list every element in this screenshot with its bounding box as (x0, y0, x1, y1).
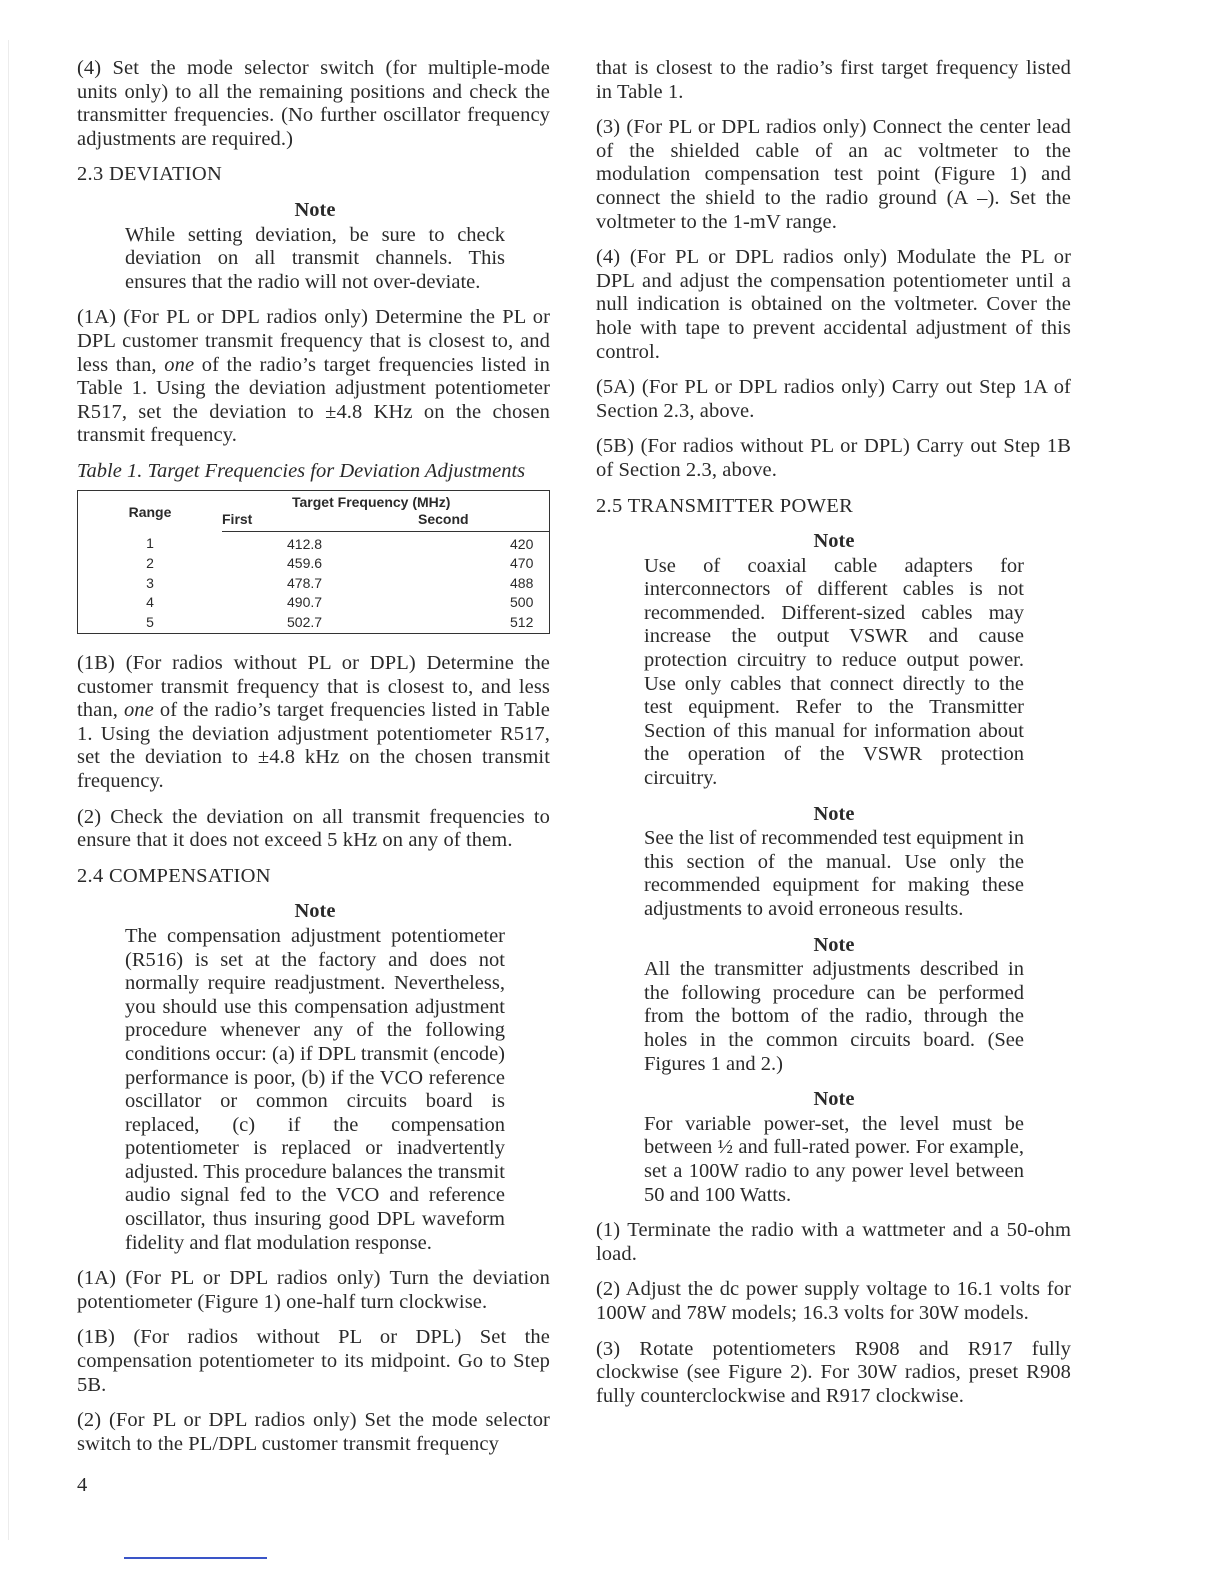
first-frequency-cell: 490.7 (287, 594, 323, 610)
page-number: 4 (77, 1474, 88, 1496)
power-step-1: (1) Terminate the radio with a wattmeter and a 50-ohm load. (596, 1219, 1071, 1265)
emphasis: one (123, 699, 154, 722)
second-frequency-cell: 488 (510, 574, 534, 591)
compensation-step-4: (4) (For PL or DPL radios only) Modulate the PL or DPL and adjust the compensation potentiometer until a null indication is obtained on the voltmeter. Cover the hole with tape to prevent accidental adjustment of this control. (596, 246, 1071, 363)
note-title: Note (813, 1088, 855, 1111)
compensation-step-5b: (5B) (For radios without PL or DPL) Carry out Step 1B of Section 2.3, above. (596, 435, 1071, 481)
compensation-step-1a: (1A) (For PL or DPL radios only) Turn the deviation potentiometer (Figure 1) one-half turn clockwise. (77, 1267, 550, 1313)
compensation-step-2: (2) (For PL or DPL radios only) Set the mode selector switch to the PL/DPL customer transmit frequency (77, 1409, 550, 1455)
section-heading-compensation: 2.4 COMPENSATION (77, 864, 271, 887)
first-frequency-cell: 412.8 (287, 535, 323, 552)
note-title: Note (813, 933, 855, 956)
target-frequency-header: Target Frequency (MHz) (292, 493, 451, 510)
table-row (78, 531, 550, 554)
note-body: For variable power-set, the level must be between ½ and full-rated power. For example, set a 100W radio to any power level between 50 and 100 Watts. (644, 1112, 1024, 1206)
scan-edge-mark (8, 40, 9, 1540)
range-cell: 2 (146, 555, 154, 571)
step-4-mode-selector: (4) Set the mode selector switch (for multiple-mode units only) to all the remaining positions and check the transmitter frequencies. (No further oscillator frequency adjustments are required.) (77, 57, 550, 150)
compensation-step-1b: (1B) (For radios without PL or DPL) Set the compensation potentiometer to its midpoint. Go to Step 5B. (77, 1326, 550, 1396)
text-segment: of the radio’s target frequencies listed in Table 1. Using the deviation adjustment potentiometer R517, set the deviation to ±4.8 kHz on the chosen transmit frequency. (77, 699, 550, 792)
first-frequency-cell: 478.7 (287, 574, 323, 591)
text-segment: of the radio’s target frequencies listed in Table 1. Using the deviation adjustment potentiometer R517, set the deviation to ±4.8 KHz on the chosen transmit frequency. (77, 353, 550, 447)
text-segment: (1B) (For radios without PL or DPL) Determine the customer transmit frequency that is closest to, and less than, (77, 652, 550, 722)
compensation-step-5a: (5A) (For PL or DPL radios only) Carry out Step 1A of Section 2.3, above. (596, 376, 1071, 422)
note-compensation (125, 900, 505, 1255)
second-frequency-cell: 470 (510, 555, 534, 571)
footer-rule (124, 1557, 267, 1559)
deviation-step-1b (77, 652, 550, 794)
power-step-3: (3) Rotate potentiometers R908 and R917 fully clockwise (see Figure 2). For 30W radios, preset R908 fully counterclockwise and R917 clockwise. (596, 1337, 1071, 1407)
note-test-equipment (644, 803, 1024, 922)
target-frequency-table (77, 490, 550, 635)
note-body: The compensation adjustment potentiometer (R516) is set at the factory and does not normally require readjustment. Nevertheless, you should use this compensation adjustment procedure whenever any of the following conditions occur: (a) if DPL transmit (encode) performance is poor, (b) if the VCO reference oscillator or common circuits board is replaced, (c) if the compensation potentiometer is replaced or inadvertently adjusted. This procedure balances the transmit audio signal fed to the VCO and reference oscillator, thus insuring good DPL waveform fidelity and flat modulation response. (125, 924, 505, 1254)
table-row (78, 593, 550, 613)
second-frequency-cell: 512 (510, 613, 534, 630)
first-header: First (222, 511, 418, 531)
compensation-step-2-continued: that is closest to the radio’s first target frequency listed in Table 1. (596, 57, 1071, 103)
note-body: While setting deviation, be sure to check deviation on all transmit channels. This ensures that the radio will not over-deviate. (125, 223, 505, 293)
table-row (78, 613, 550, 634)
range-cell: 3 (146, 574, 154, 591)
section-heading-transmitter-power: 2.5 TRANSMITTER POWER (596, 494, 854, 517)
note-title: Note (813, 530, 855, 553)
deviation-step-2: (2) Check the deviation on all transmit frequencies to ensure that it does not exceed 5 kHz on any of them. (77, 805, 550, 852)
right-column (596, 57, 1071, 1420)
second-frequency-cell: 500 (510, 594, 534, 610)
note-title: Note (294, 900, 336, 923)
note-title: Note (813, 802, 855, 825)
note-body: All the transmitter adjustments described in the following procedure can be performed from the bottom of the radio, through the holes in the common circuits board. (See Figures 1 and 2.) (644, 958, 1024, 1075)
note-bottom-access (644, 934, 1024, 1077)
range-cell: 4 (146, 594, 154, 610)
section-heading-deviation: 2.3 DEVIATION (77, 163, 223, 186)
left-column (77, 57, 550, 1468)
second-header: Second (418, 511, 550, 531)
deviation-step-1a (77, 306, 550, 448)
note-power-set (644, 1088, 1024, 1207)
first-frequency-cell: 459.6 (287, 555, 323, 571)
table-caption: Table 1. Target Frequencies for Deviation Adjustments (77, 459, 526, 482)
note-cable-adapters (644, 530, 1024, 791)
range-cell: 1 (146, 535, 154, 552)
note-deviation (125, 199, 505, 294)
note-title: Note (294, 198, 336, 221)
second-frequency-cell: 420 (510, 535, 534, 552)
range-cell: 5 (146, 613, 154, 630)
table-row (78, 554, 550, 574)
first-frequency-cell: 502.7 (287, 613, 323, 630)
compensation-step-3: (3) (For PL or DPL radios only) Connect the center lead of the shielded cable of an ac voltmeter to the modulation compensation test point (Figure 1) and connect the shield to the radio ground (A –). Set the voltmeter to the 1-mV range. (596, 116, 1071, 233)
text-segment: (1A) (For PL or DPL radios only) Determine the PL or DPL customer transmit frequency that is closest to, and less than, (77, 306, 550, 376)
emphasis: one (164, 353, 195, 376)
note-body: Use of coaxial cable adapters for interconnectors of different cables is not recommended. Different-sized cables may increase the output VSWR and cause protection circuitry to reduce output power. Use only cables that connect directly to the test equipment. Refer to the Transmitter Section of this manual for information about the operation of the VSWR protection circuitry. (644, 554, 1024, 790)
table-row (78, 574, 550, 594)
range-header: Range (128, 503, 172, 520)
power-step-2: (2) Adjust the dc power supply voltage to 16.1 volts for 100W and 78W models; 16.3 volts for 30W models. (596, 1278, 1071, 1324)
note-body: See the list of recommended test equipment in this section of the manual. Use only the recommended equipment for making these adjustments to avoid erroneous results. (644, 827, 1024, 920)
